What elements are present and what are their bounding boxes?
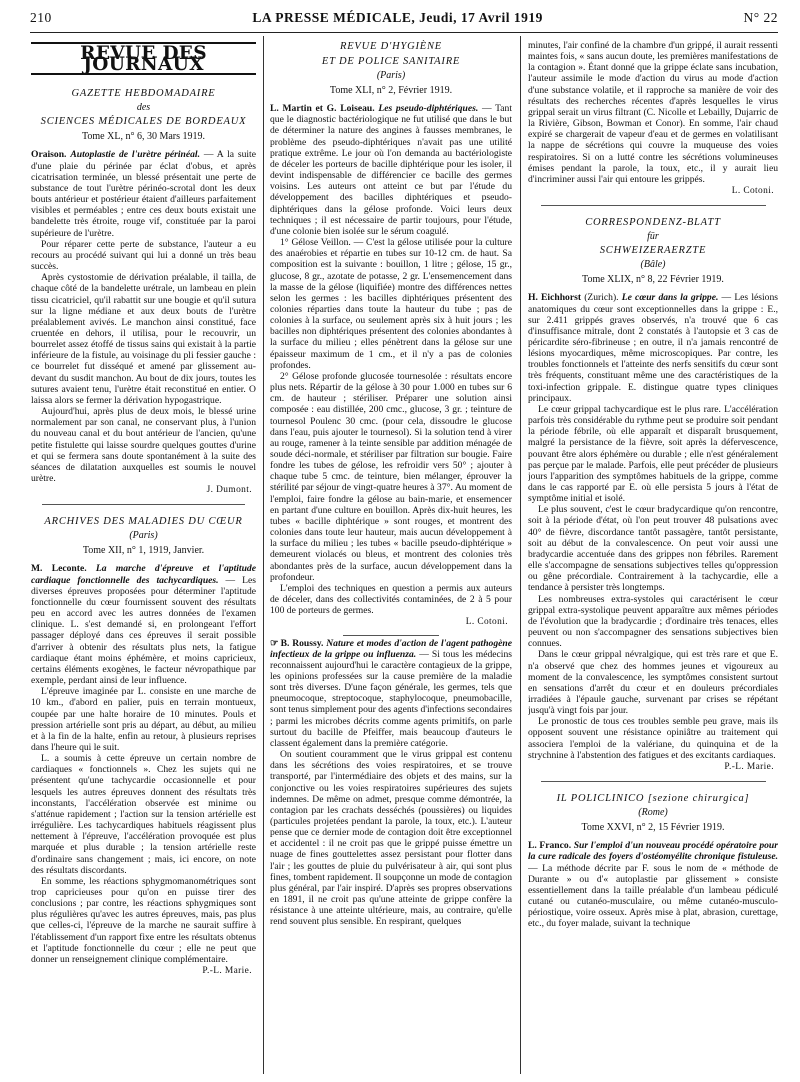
column-2 xyxy=(270,40,512,1076)
article-signature: L. Cotoni. xyxy=(465,617,508,628)
article-author: Oraison. xyxy=(31,149,67,161)
journal-volume: Tome XXVI, n° 2, 15 Février 1919. xyxy=(581,822,725,834)
article-author: H. Eichhorst xyxy=(528,292,582,304)
article-paragraph: On soutient couramment que le virus grippal est contenu dans les sécrétions des voies respiratoires, et se trouve transporté, par l'intermédiaire des objets et des mains, sur la conjonctive ou les voies respiratoires supérieures des sujets indemnes. De même on admet, presque comme démontrée, la contagion par les crachats desséchés (poussières) ou liquides (particules projetées pendant la parole, la toux, etc.). L'auteur pense que ce dernier mode de contagion doit être exceptionnel et accidentel : il ne croit pas que le grippé puisse émettre un nuage de fines gouttelettes assez persistant pour flotter dans l'air ; les gouttes de pluie du pulvérisateur à air, qui sont plus fines, tombent rapidement. Il soupçonne un mode de contagion plus général, par l'air inspiré. D'après ses propres observations en 1891, il ne croit pas qu'une atteinte de grippe confère la résistance à une atteinte ultérieure, mais, au contraire, qu'elle rend souvent plus sensible. En respirant, quelques xyxy=(270,749,512,928)
article-paragraph: Dans le cœur grippal névralgique, qui est très rare et que E. n'a observé que chez des hommes jeunes et vigoureux au moment de la convalescence, les symptômes consistent surtout en sensations d'arrêt du cœur et en douleurs précordiales irradiées à l'épaule gauche, survenant par crises se répétant jusqu'à vingt fois par jour. xyxy=(528,649,778,717)
journal-name: ET DE POLICE SANITAIRE xyxy=(321,56,461,67)
article-text: — Tant que le diagnostic bactériologique ne fut utilisé que dans le but de déterminer la nature des angines à fausses membranes, le problème des pseudo-diphtériques n'avait pas une utilité pratique extrême. Le jour où l'on demanda au bactériologiste de déceler les porteurs de bacille diphtérique pour les isoler, il devint indispensable de différencier ce bacille des germes voisins. Les auteurs ont atteint ce but par l'étude du développement des bacilles diphtériques et pseudo-diphtériques dans la gélose profonde. Voici leurs deux techniques ; il est nécessaire de partir toujours, pour l'étude, d'une colonie bien isolée sur le sérum coagulé. xyxy=(270,103,512,237)
article-signature: P.-L. Marie. xyxy=(724,761,774,772)
article-paragraph: minutes, l'air confiné de la chambre d'un grippé, il aurait ressenti maintes fois, « sans aucun doute, les premières manifestations de la contagion ». Étant donné que la grippe éclate sans incubation, l'auteur assimile le mode d'action du virus au mode d'action d'une substance volatile, et il rapproche sa manière de voir des résultats des recherches récentes d'après lesquelles le virus grippal serait un virus filtrant (C. Nicolle et Lebailly, Dujarric de la Rivière, Gibson, Bowman et Conor). En somme, l'air chaud expiré se chargerait de vapeur d'eau et de germes en volatilisant la nappe de sécrétions qui couvre la muqueuse des voies respiratoires. Si on a lutté contre les sécrétions volumineuses émises pendant la parole, la toux, etc., il y aurait lieu d'incriminer aussi l'air qui entoure les grippés. xyxy=(528,40,778,185)
article-paragraph: Le cœur grippal tachycardique est le plus rare. L'accélération parfois très considérable du rythme peut se produire soit pendant la période fébrile, où elle apparaît et disparaît brusquement, malgré la persistance de la fièvre, soit après la défervescence, pouvant être alors éphémère ou durable ; elle n'est généralement pas perçue par le malade. Parfois, elle peut précéder de plusieurs jours l'apparition des symptômes habituels de la grippe, comme dans le cas rapporté par E. où elle persista 5 jours à l'état de symptôme initial et isolé. xyxy=(528,403,778,505)
journal-name: REVUE D'HYGIÈNE xyxy=(339,41,443,52)
journal-name: ARCHIVES DES MALADIES DU CŒUR xyxy=(44,516,243,528)
journal-name xyxy=(528,792,778,805)
article-paragraph xyxy=(270,103,512,237)
article-paragraph xyxy=(528,840,778,929)
journal-city: (Bâle) xyxy=(640,259,666,271)
journal-name: CORRESPONDENZ-BLATT xyxy=(585,217,721,229)
journal-name-connector: des xyxy=(136,102,151,114)
journal-name: GAZETTE HEBDOMADAIRE xyxy=(71,88,216,100)
article-author: L. Franco. xyxy=(528,840,572,852)
article-text: — Les lésions anatomiques du cœur sont exceptionnelles dans la grippe : E., sur 2.411 grippés graves observés, n'a trouvé que 6 cas d'insuffisance mitrale, dont 2 constatés à l'autopsie et 3 cas de péricardite séro-fibrineuse ; en outre, il n'a jamais rencontré de lésions myocardiques, même microscopiques. Par contre, les troubles fonctionnels et l'atteinte des nerfs sensitifs du cœur sont très fréquents, constituant même une des caractéristiques de la toxi-infection grippale. E. distingue quatre types cliniques principaux. xyxy=(528,292,778,404)
pointing-hand-icon: ☞ xyxy=(270,637,279,649)
article-paragraph: 1° Gélose Veillon. — C'est la gélose utilisée pour la culture des anaérobies et répartie en tubes sur 10-12 cm. de haut. Sa composition est la suivante : bouillon, 1 litre ; gélose, 15 gr., glucose, 8 gr., azotate de potasse, 2 gr. L'ensemencement dans la masse de la gélose (liquifiée) montre des différences nettes selon les germes : les bacilles diphtériques présentent des colonies réparties dans toute la hauteur du tube ; pas de colonies à la surface, ou seulement après six à huit jours ; les bacilles non diphtériques présentent des colonies abondantes à la surface du milieu ; elles pénètrent dans la gélose sur une épaisseur maximum de 1 cm., et il n'y a pas de colonies profondes. xyxy=(270,237,512,371)
article-author: B. Roussy. xyxy=(280,637,324,649)
article-author-place: (Zurich). xyxy=(581,292,619,304)
journal-city: (Paris) xyxy=(129,530,158,542)
divider xyxy=(42,504,245,505)
article-paragraph: Les nombreuses extra-systoles qui caractérisent le cœur grippal extra-systolique peuvent apparaître aux mêmes périodes de l'évolution que la bradycardie ; d'ordinaire très tenaces, elles peuvent ou non s'accompagner des sensations subjectives bien connues. xyxy=(528,593,778,650)
article-signature: L. Cotoni. xyxy=(731,186,774,197)
article-title: Sur l'emploi d'un nouveau procédé opératoire pour la cure radicale des foyers d'ostéomyélite chronique fistuleuse. xyxy=(528,840,778,863)
journal-volume: Tome XLIX, n° 8, 22 Février 1919. xyxy=(582,274,724,286)
journal-name: SCHWEIZERAERZTE xyxy=(599,245,707,257)
column-rule xyxy=(520,36,521,1074)
journal-name: SCIENCES MÉDICALES DE BORDEAUX xyxy=(40,116,247,128)
divider xyxy=(541,205,766,206)
journal-volume: Tome XII, n° 1, 1919, Janvier. xyxy=(82,545,205,557)
article-paragraph: L. a soumis à cette épreuve un certain nombre de cardiaques « fonctionnels ». Chez les sujets qui ne présentent qu'une tachycardie occasionnelle et pour lesquels les autres épreuves donnent des résultats très inconstants, l'accélération observée est minime ou s'atténue rapidement ; l'action sur la tension artérielle est irrégulière. Les tachycardiques habituels réagissent plus nettement à l'épreuve, l'accélération provoquée est plus marquée et plus durable ; la tension artérielle reste d'ordinaire sans changement ; mais, ici encore, on note des résultats discordants. xyxy=(31,753,256,876)
column-1 xyxy=(31,40,256,1076)
journal-volume: Tome XLI, n° 2, Février 1919. xyxy=(329,85,453,96)
section-title: REVUE DES JOURNAUX xyxy=(31,42,256,75)
journal-volume: Tome XL, n° 6, 30 Mars 1919. xyxy=(81,131,205,143)
article-title: Autoplastie de l'urètre périnéal. xyxy=(70,149,200,161)
article-text: — La méthode décrite par F. sous le nom de « méthode de Durante » ou d'« autoplastie par glissement » consiste essentiellement dans la taille préalable d'un lambeau pédiculé cutané ou cutanéo-musculaire, ou même cutanéo-musculo-périostique, voire osseux. Après mise à plat, abrasion, curettage, etc., du foyer malade, suivant la technique xyxy=(528,862,778,930)
article-paragraph xyxy=(31,563,256,686)
article-title: Le cœur dans la grippe. xyxy=(621,292,719,304)
article-title: Nature et modes d'action de l'agent pathogène infectieux de la grippe ou influenza. xyxy=(270,637,512,660)
running-title: LA PRESSE MÉDICALE, Jeudi, 17 Avril 1919 xyxy=(252,10,543,25)
article-author: L. Martin et G. Loiseau. xyxy=(270,103,375,115)
article-paragraph xyxy=(528,292,778,404)
article-title: Les pseudo-diphtériques. xyxy=(378,103,479,115)
journal-city: (Rome) xyxy=(638,807,668,819)
article-signature: J. Dumont. xyxy=(206,485,252,496)
column-3 xyxy=(528,40,778,1076)
article-paragraph: 2° Gélose profonde glucosée tournesolée : résultats encore plus nets. Répartir de la gélose à 30 pour 1.000 en tubes sur 6 cm. de hauteur ; stériliser. Préparer une solution ainsi composée : eau distillée, 200 cmc., glucose, 3 gr. ; teinture de tournesol Poulenc 30 cmc. (pour cela, dissoudre le glucose dans l'eau, puis ajouter le tournesol). Si la solution tend à virer au rouge, ramener à la teinte sensible par addition ménagée de soude déci-normale, et stériliser par filtration sur bougie. Faire fondre les tubes de gélose, les refroidir vers 50° ; ajouter à chaque tube 5 cmc. de teinture, bien mélanger, éprouver la stérilité par séjour de vingt-quatre heures à 37°. Au moment de l'emploi, faire fondre la gélose au bain-marie, et ensemencer en partant d'une culture en bouillon. Après dix-huit heures, les tubes « bacille diphtérique » sont rouges, et montrent des colonies dans toute leur hauteur, mais aucun développement à la surface du milieu ; les tubes « bacille pseudo-diphtérique » demeurent violacés ou bleus, et montrent des colonies très abondantes près de la surface, aucun développement dans la profondeur. xyxy=(270,370,512,583)
article-paragraph: Pour réparer cette perte de substance, l'auteur a eu recours au procédé suivant qui lui a donné un très beau succès. xyxy=(31,238,256,273)
article-signature: P.-L. Marie. xyxy=(202,966,252,977)
article-paragraph: Après cystostomie de dérivation préalable, il tailla, de chaque côté de la bandelette urétrale, un lambeau en plein tissu cicatriciel, qu'il rabattit sur une bougie et qu'il sutura sur la ligne médiane et aux deux bouts de l'urètre préalablement avivés. Le manchon ainsi constitué, face cruentée en dehors, il utilisa, pour le recouvrir, un bourrelet assez étoffé de tissus sains qui existait à la partie inférieure de la fistule, au voisinage du pli fessier gauche : ce bourrelet fut disséqué et amené par glissement au-devant du susdit manchon. Au bout de dix jours, toutes les sutures avaient tenu, l'urètre était reconstitué en entier. O laissa alors se fermer la dérivation hypogastrique. xyxy=(31,272,256,406)
article-paragraph: En somme, les réactions sphygmomanométriques sont trop capricieuses pour qu'on en puisse tirer des conclusions ; par contre, les réactions sphygmiques sont plus régulières qu'avec les autres épreuves, mais, pas plus que celles-ci, l'épreuve de la marche ne saurait suffire à l'établissement d'un rapport fixe entre les résultats obtenus et l'aptitude fonctionnelle du cœur ; elle ne peut que donner un renseignement clinique complémentaire. xyxy=(31,875,256,965)
issue-number: N° 22 xyxy=(743,10,778,25)
article-text: — Les diverses épreuves proposées pour déterminer l'aptitude fonctionnelle du cœur fournissent souvent des résultats peu en accord avec les autres données de l'examen clinique. L. s'est demandé si, en prolongeant l'effort passager déployé dans ces épreuves il serait possible d'arriver à obtenir des résultats plus nets, la fatigue cardiaque étant moins éphémère, et moins capricieux, certains éléments exogènes, le facteur névropathique par exemple, perdant ainsi de leur influence. xyxy=(31,574,256,687)
journal-city: (Paris) xyxy=(376,70,406,81)
article-author: M. Leconte. xyxy=(31,563,87,575)
divider xyxy=(343,635,440,636)
article-paragraph: Le pronostic de tous ces troubles semble peu grave, mais ils opposent souvent une résistance opiniâtre au traitement qui associera l'emploi de la valériane, du quinquina et de la strychnine à l'abstention des fatigues et des excitants cardiaques. xyxy=(528,716,778,761)
article-text: — A la suite d'une plaie du périnée par éclat d'obus, et après cicatrisation terminée, un blessé présentait une perte de substance de tout l'urètre périnéo-scrotal dont les deux bouts antérieur et postérieur étaient d'ailleurs parfaitement visibles et perméables ; entre ces deux bouts existait une bandelette très étroite, rouge vif, constituée par la paroi supérieure de l'urètre. xyxy=(31,149,256,239)
article-paragraph: Aujourd'hui, après plus de deux mois, le blessé urine normalement par son canal, ne conservant plus, à l'union du nouveau canal et du bout antérieur de l'ancien, qu'une petite fistulette qui laisse sourdre quelques gouttes d'urine et qui se fermera sans doute spontanément à la suite des séances de dilatation auxquelles est soumis le nouvel urètre. xyxy=(31,406,256,484)
article-paragraph xyxy=(270,638,512,750)
article-paragraph: L'emploi des techniques en question a permis aux auteurs de déceler, dans des collectivités contaminées, de 2 à 5 pour 100 de porteurs de germes. xyxy=(270,582,512,617)
article-paragraph: L'épreuve imaginée par L. consiste en une marche de 10 km., d'abord en palier, puis en terrain montueux, coupée par une halte horaire de 10 minutes. Pouls et pression artérielle sont pris au départ, au début, au milieu et à la fin de la halte, enfin au retour, à plusieurs reprises dans l'heure qui le suit. xyxy=(31,686,256,753)
page-header xyxy=(30,10,778,33)
column-rule xyxy=(263,36,264,1074)
divider xyxy=(541,781,766,782)
page-number: 210 xyxy=(30,10,52,25)
journal-section: [sezione chirurgica] xyxy=(647,793,750,805)
article-text: — Si tous les médecins reconnaissent aujourd'hui le caractère contagieux de la grippe, les opinions professées sur la cause première de la maladie sont très diverses. D'une façon générale, les germes, tels que pneumocoque, streptocoque, staphylocoque, pneumobacille, sont tenus simplement pour des agents d'infections secondaires ; parmi les microbes décrits comme agents primitifs, on parle surtout du bacille de Pfeiffer, mais beaucoup d'auteurs le classent également dans la première catégorie. xyxy=(270,648,512,749)
article-paragraph: Le plus souvent, c'est le cœur bradycardique qu'on rencontre, soit à la période d'état, où l'on peut trouver 48 pulsations avec 40° de fièvre, discordance tantôt passagère, tantôt persistante, soit au début de la convalescence. On peut voir aussi une bradycardie accentuée dans des grippes non fébriles. Rarement elle s'accompagne de sensations subjectives telles qu'oppression ou gêne précordiale. Contrairement à la tachycardie, elle a tendance à persister très longtemps. xyxy=(528,504,778,594)
article-title: La marche d'épreuve et l'aptitude cardiaque fonctionnelle des tachycardiques. xyxy=(31,563,256,586)
journal-name-connector: für xyxy=(647,231,659,243)
article-paragraph xyxy=(31,149,256,238)
journal-name-main: IL POLICLINICO xyxy=(556,793,645,805)
